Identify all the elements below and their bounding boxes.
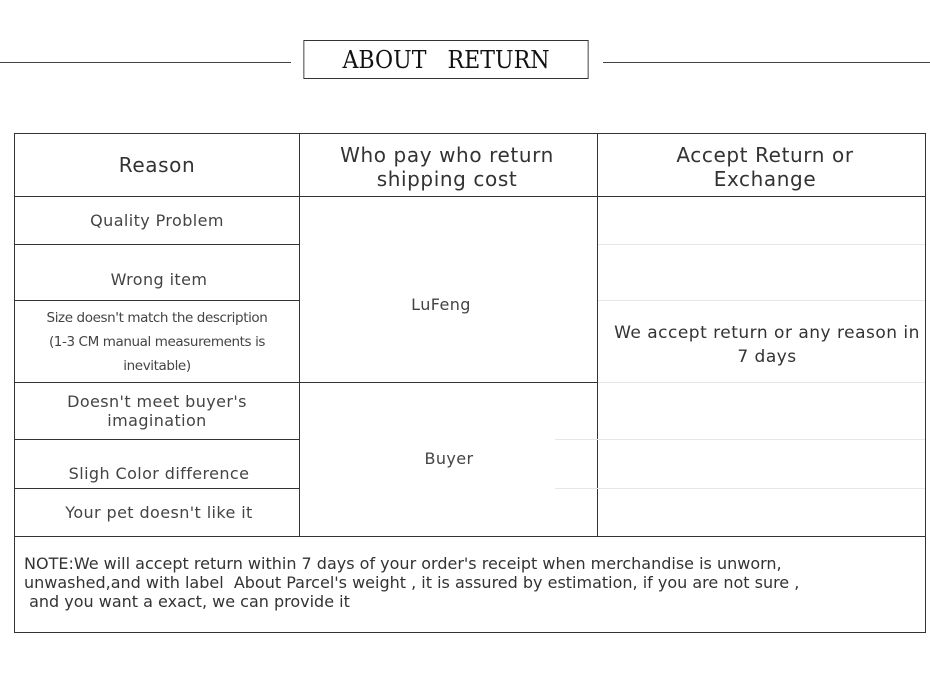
faint-row-divider [598,382,925,383]
column-header-accept-return: Accept Return or Exchange [676,143,854,191]
faint-row-divider [555,488,925,489]
reason-pet-dislike: Your pet doesn't like it [65,502,253,522]
column-header-shipping-cost: Who pay who return shipping cost [340,143,554,191]
payer-buyer: Buyer [424,448,474,468]
reason-quality-problem: Quality Problem [90,210,224,230]
row-divider [15,244,299,245]
header-rule-right [603,62,930,63]
reason-size-mismatch-line2: (1-3 CM manual measurements is inevitable) [48,334,266,374]
return-note: NOTE:We will accept return within 7 days of your order's receipt when merchandise is unworn, unwashed,and with label About Parcel's weight , it is assured by estimation, if you are not sure , and you want a exact, we can provide it [24,554,800,611]
faint-row-divider [555,439,925,440]
reason-size-mismatch [15,302,299,382]
column-header-reason: Reason [118,153,196,177]
payer-lufeng: LuFeng [411,294,471,314]
table-bottom-divider [15,536,925,537]
faint-row-divider [598,300,925,301]
row-divider [15,439,299,440]
reason-buyer-imagination: Doesn't meet buyer's imagination [67,391,247,430]
accept-return-policy: We accept return or any reason in 7 days [614,323,920,367]
reason-size-mismatch-line1: Size doesn't match the description [46,310,268,326]
column-divider [597,134,598,536]
reason-color-difference: Sligh Color difference [68,463,250,483]
reason-wrong-item: Wrong item [110,269,208,289]
page-title: ABOUT RETURN [303,40,588,79]
faint-row-divider [598,244,925,245]
header-rule-left [0,62,291,63]
